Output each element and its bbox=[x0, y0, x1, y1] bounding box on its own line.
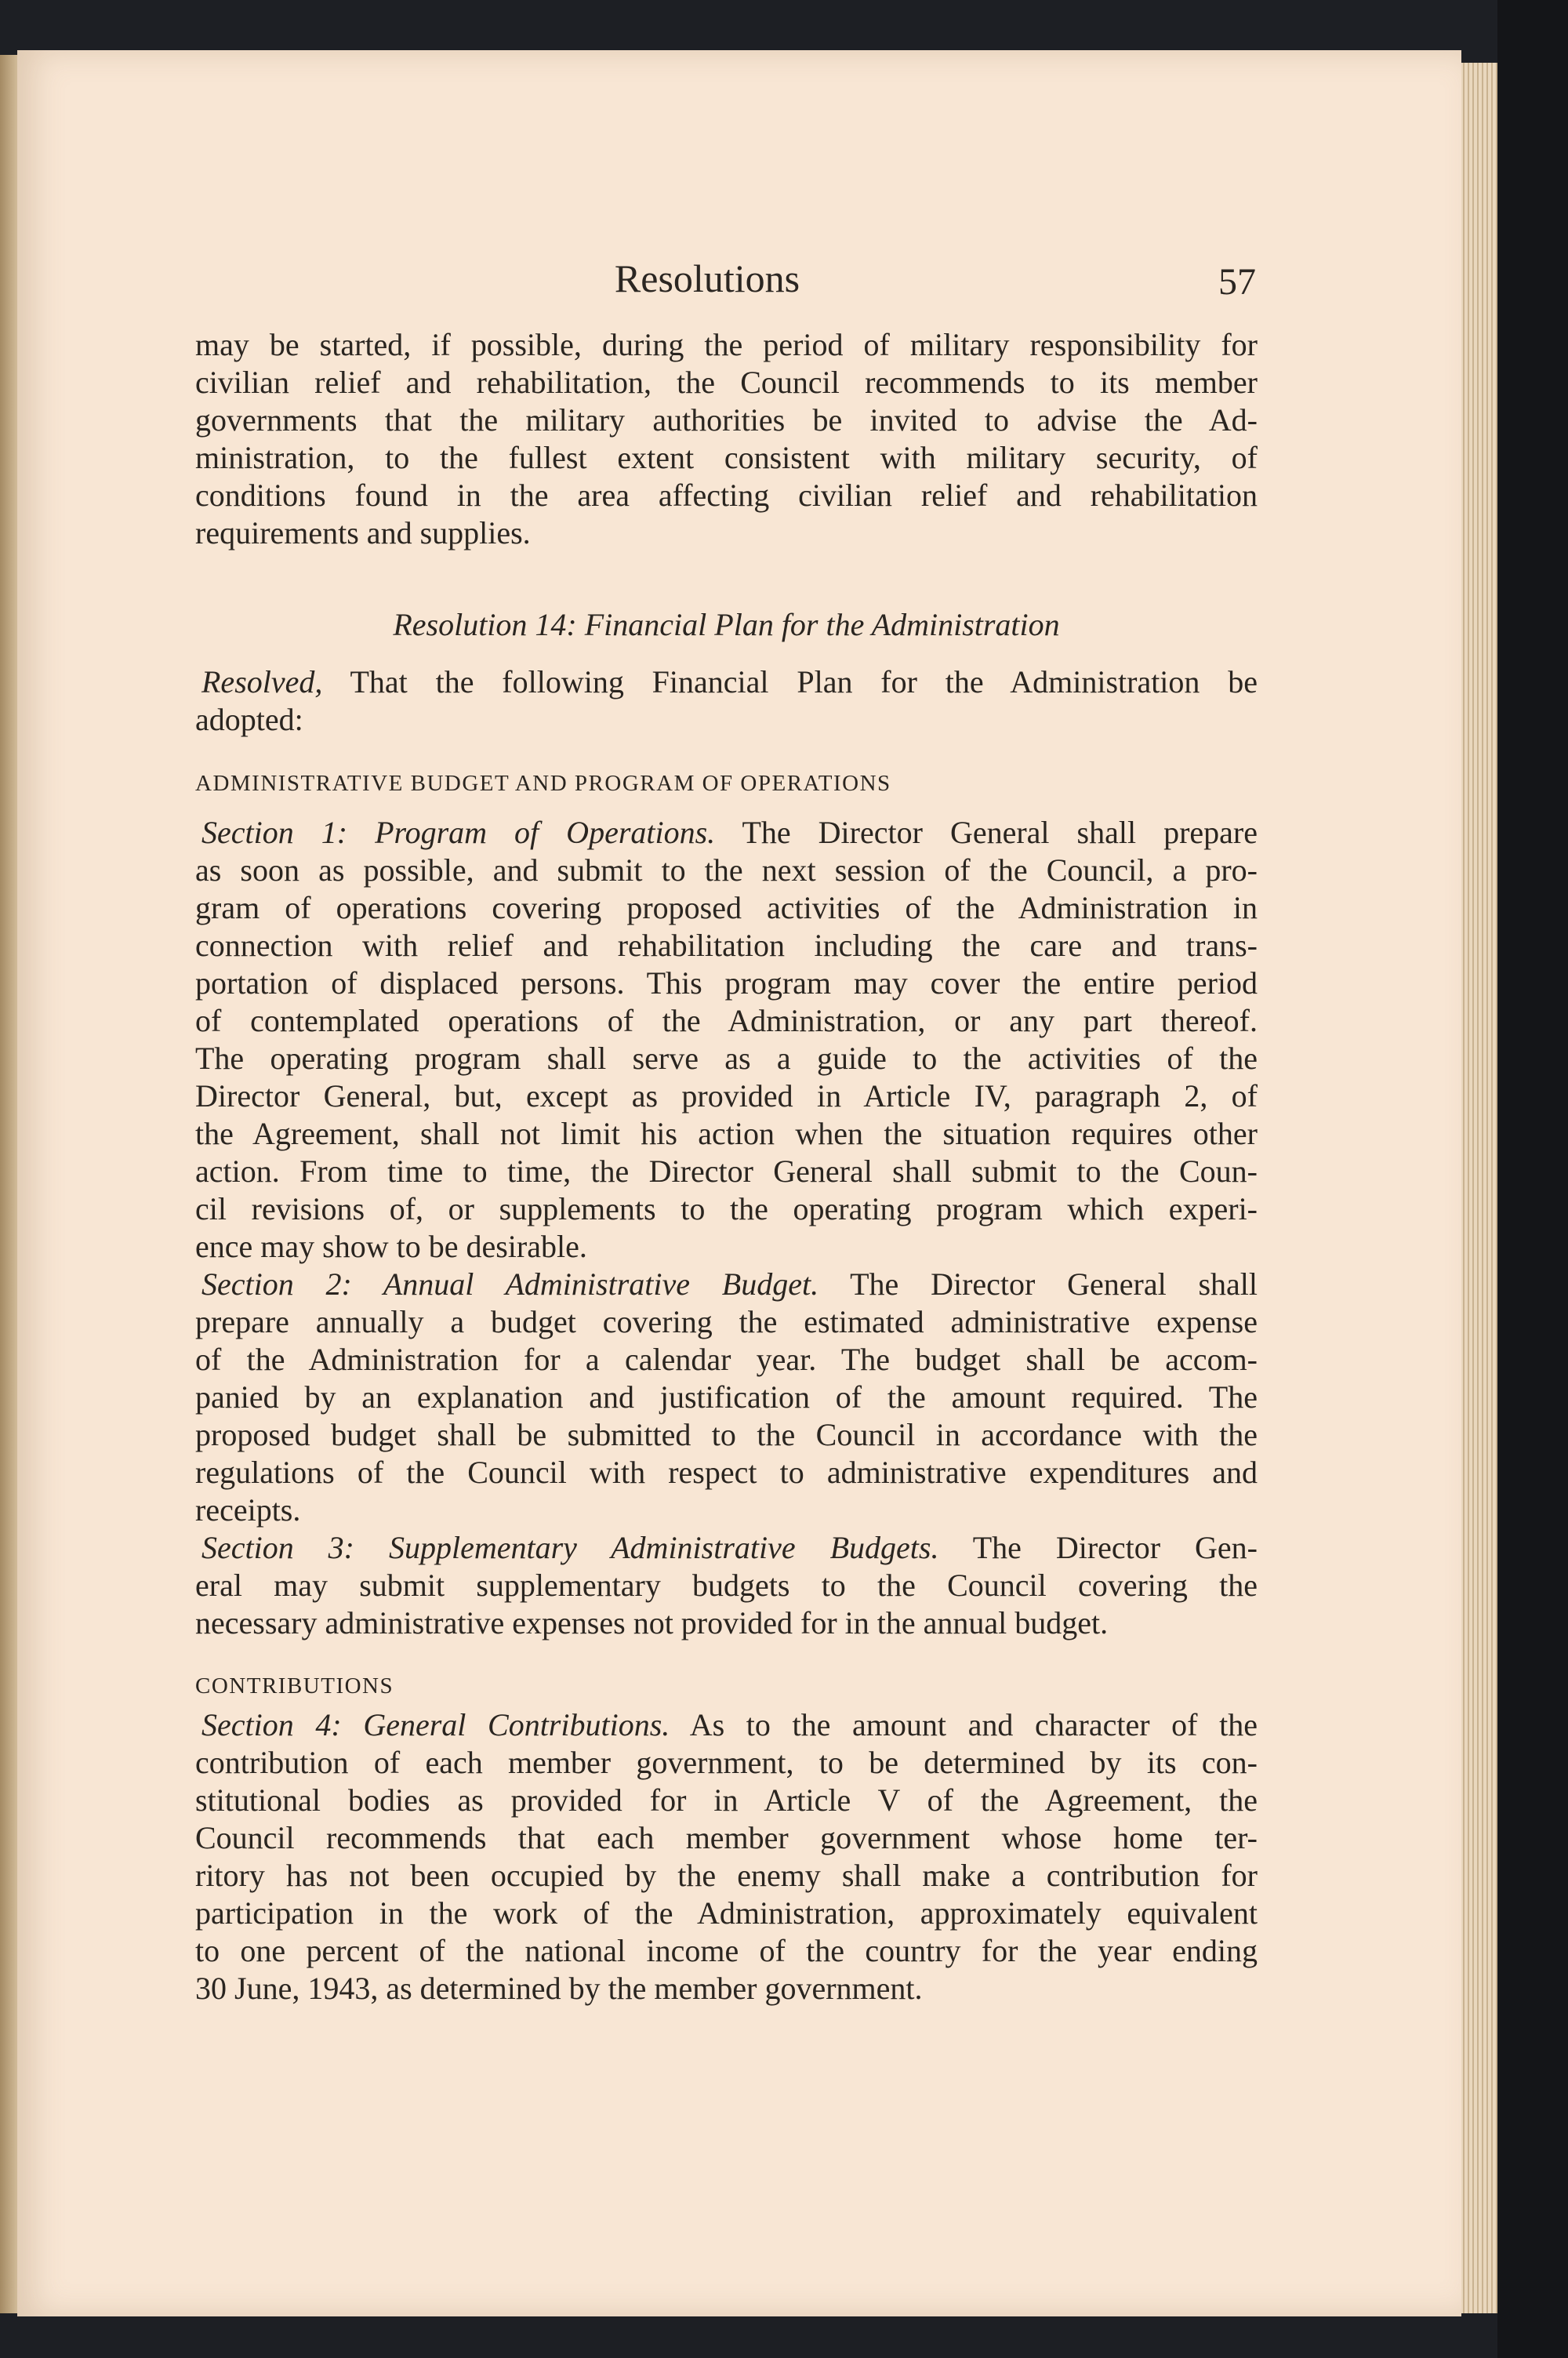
text-line: receipts. bbox=[195, 1492, 301, 1528]
text-line: Director General, but, except as provided in Article IV, paragraph 2, of bbox=[195, 1078, 1258, 1114]
text-line: civilian relief and rehabilitation, the Council recommends to its member bbox=[195, 365, 1258, 400]
section-subheading: CONTRIBUTIONS bbox=[195, 1673, 394, 1699]
text-line: Council recommends that each member government whose home ter- bbox=[195, 1820, 1258, 1855]
section-label: Section 3: Supplementary Administrative Budgets. bbox=[201, 1530, 939, 1565]
section-subheading: ADMINISTRATIVE BUDGET AND PROGRAM OF OPERATIONS bbox=[195, 771, 891, 796]
text-line: action. From time to time, the Director General shall submit to the Coun- bbox=[195, 1154, 1258, 1189]
paragraph bbox=[195, 1529, 1258, 1642]
text-line: to one percent of the national income of the country for the year ending bbox=[195, 1933, 1258, 1968]
text-line: The operating program shall serve as a guide to the activities of the bbox=[195, 1041, 1258, 1076]
text-line: proposed budget shall be submitted to the Council in accordance with the bbox=[195, 1417, 1258, 1452]
text-line: prepare annually a budget covering the estimated administrative expense bbox=[195, 1304, 1258, 1339]
text-line: necessary administrative expenses not provided for in the annual budget. bbox=[195, 1605, 1109, 1640]
paragraph bbox=[195, 1706, 1258, 2007]
text-line: requirements and supplies. bbox=[195, 515, 531, 550]
text-line: gram of operations covering proposed activities of the Administration in bbox=[195, 890, 1258, 925]
paragraph bbox=[195, 326, 1258, 552]
section-label: Section 2: Annual Administrative Budget. bbox=[201, 1266, 819, 1302]
text-line bbox=[195, 1529, 1258, 1567]
line-text: The Director General shall bbox=[818, 1266, 1258, 1302]
text-line: the Agreement, shall not limit his action when the situation requires other bbox=[195, 1116, 1258, 1151]
text-line: may be started, if possible, during the period of military responsibility for bbox=[195, 327, 1258, 362]
line-text: As to the amount and character of the bbox=[670, 1707, 1258, 1742]
section-label: Section 4: General Contributions. bbox=[201, 1707, 670, 1742]
paragraph bbox=[195, 1266, 1258, 1529]
text-line: as soon as possible, and submit to the next session of the Council, a pro- bbox=[195, 852, 1258, 888]
text-line: eral may submit supplementary budgets to the Council covering the bbox=[195, 1568, 1258, 1603]
text-line bbox=[195, 663, 1258, 701]
text-line: ence may show to be desirable. bbox=[195, 1229, 587, 1264]
line-text: The Director Gen- bbox=[938, 1530, 1258, 1565]
text-line: conditions found in the area affecting civilian relief and rehabilitation bbox=[195, 478, 1258, 513]
text-line: governments that the military authorities be invited to advise the Ad- bbox=[195, 402, 1258, 438]
page-number: 57 bbox=[1218, 261, 1256, 303]
line-text: The Director General shall prepare bbox=[715, 815, 1258, 850]
section-label: Section 1: Program of Operations. bbox=[201, 815, 716, 850]
background-right bbox=[1497, 0, 1568, 2358]
resolution-heading: Resolution 14: Financial Plan for the Administration bbox=[393, 607, 1060, 642]
book-page bbox=[17, 50, 1461, 2316]
line-text: That the following Financial Plan for the Administration be bbox=[322, 664, 1258, 699]
running-head: Resolutions bbox=[614, 256, 800, 300]
text-line: connection with relief and rehabilitation including the care and trans- bbox=[195, 928, 1258, 963]
paragraph bbox=[195, 814, 1258, 1266]
text-line: ministration, to the fullest extent consistent with military security, of bbox=[195, 440, 1258, 475]
text-line: adopted: bbox=[195, 702, 303, 737]
text-line bbox=[195, 814, 1258, 852]
text-line: 30 June, 1943, as determined by the member government. bbox=[195, 1971, 923, 2006]
text-line: portation of displaced persons. This program may cover the entire period bbox=[195, 965, 1258, 1001]
text-line: ritory has not been occupied by the enemy shall make a contribution for bbox=[195, 1858, 1258, 1893]
text-line: participation in the work of the Administration, approximately equivalent bbox=[195, 1895, 1258, 1931]
text-line bbox=[195, 1266, 1258, 1303]
page-body bbox=[195, 326, 1258, 2007]
text-line: panied by an explanation and justification of the amount required. The bbox=[195, 1379, 1258, 1415]
text-line: regulations of the Council with respect to administrative expenditures and bbox=[195, 1455, 1258, 1490]
text-line: of the Administration for a calendar year. The budget shall be accom- bbox=[195, 1342, 1258, 1377]
text-line: cil revisions of, or supplements to the operating program which experi- bbox=[195, 1191, 1258, 1226]
text-line bbox=[195, 1706, 1258, 1744]
section-label: Resolved, bbox=[201, 664, 323, 699]
paragraph bbox=[195, 663, 1258, 739]
text-line: contribution of each member government, to be determined by its con- bbox=[195, 1745, 1258, 1780]
text-line: stitutional bodies as provided for in Article V of the Agreement, the bbox=[195, 1782, 1258, 1818]
text-line: of contemplated operations of the Administration, or any part thereof. bbox=[195, 1003, 1258, 1038]
